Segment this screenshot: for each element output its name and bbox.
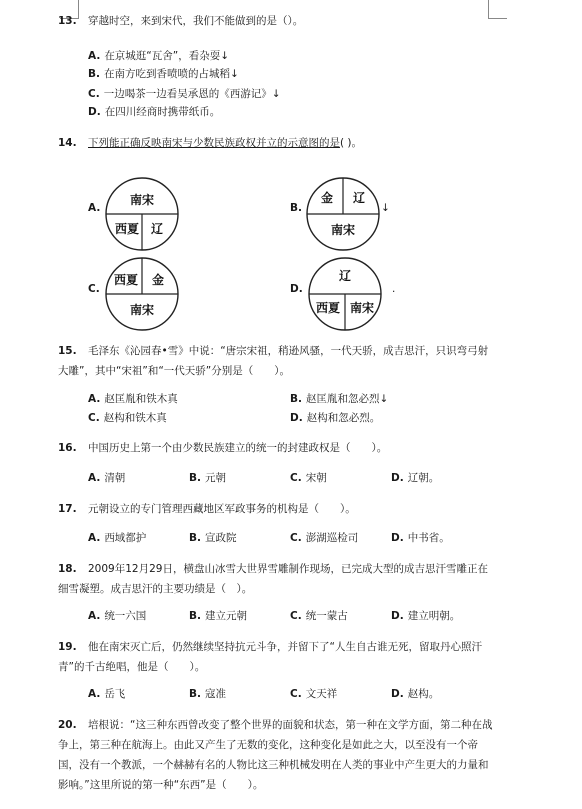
- question-18: [58, 559, 498, 599]
- question-stem: 元朝设立的专门管理西藏地区军政事务的机构是（ ）。: [88, 503, 356, 515]
- region-label: 南宋: [330, 223, 356, 237]
- question-stem: 下列能正确反映南宋与少数民族政权并立的示意图的是: [88, 137, 340, 149]
- region-label: 南宋: [349, 301, 375, 315]
- question-stem: 中国历史上第一个由少数民族建立的统一的封建政权是（ ）。: [88, 442, 388, 454]
- diagram-14-a: [104, 176, 180, 256]
- option-15-d[interactable]: D. 赵构和忽必烈。: [290, 412, 381, 424]
- region-label: 金: [151, 273, 165, 287]
- question-13: [58, 11, 498, 31]
- question-number: 17.: [58, 503, 77, 515]
- option-13-c[interactable]: C. 一边喝茶一边看吴承恩的《西游记》↓: [88, 88, 281, 100]
- region-label: 辽: [352, 191, 366, 205]
- option-13-a[interactable]: A. 在京城逛“瓦舍”，看杂耍↓: [88, 50, 229, 62]
- option-13-d[interactable]: D. 在四川经商时携带纸币。: [88, 106, 221, 118]
- region-label: 辽: [338, 269, 352, 283]
- question-20: [58, 715, 498, 795]
- option-19-c[interactable]: C. 文天祥: [290, 688, 338, 700]
- option-18-d[interactable]: D. 建立明朝。: [391, 610, 461, 622]
- question-number: 19.: [58, 641, 77, 653]
- question-stem: 他在南宋灭亡后，仍然继续坚持抗元斗争，并留下了“人生自古谁无死，留取丹心照汗青”的千古绝唱，他是（ ）。: [58, 641, 482, 673]
- question-stem: 穿越时空，来到宋代，我们不能做到的是（）。: [88, 15, 304, 27]
- question-17: [58, 499, 498, 519]
- question-15: [58, 341, 498, 381]
- option-19-d[interactable]: D. 赵构。: [391, 688, 440, 700]
- option-19-b[interactable]: B. 寇准: [189, 688, 226, 700]
- option-17-c[interactable]: C. 澎湖巡检司: [290, 532, 359, 544]
- question-16: [58, 438, 498, 458]
- region-label: 南宋: [129, 193, 155, 207]
- region-label: 西夏: [113, 273, 139, 287]
- option-14-a-label[interactable]: A.: [88, 202, 101, 214]
- question-stem: 培根说：“这三种东西曾改变了整个世界的面貌和状态，第一种在文学方面，第二种在战争上，第三种在航海上。由此又产生了无数的变化，这种变化是如此之大，以至没有一个帝国，没有一个教派，一个赫赫有名的人物比这三种机械发明在人类的事业中产生更大的力量和影响。”这里所说的第一种“东西”是（ ）。: [58, 719, 493, 791]
- option-15-b[interactable]: B. 赵匡胤和忽必烈↓: [290, 393, 389, 405]
- question-number: 14.: [58, 137, 77, 149]
- option-18-a[interactable]: A. 统一六国: [88, 610, 147, 622]
- question-number: 13.: [58, 15, 77, 27]
- question-number: 16.: [58, 442, 77, 454]
- option-16-a[interactable]: A. 清朝: [88, 472, 126, 484]
- question-number: 15.: [58, 345, 77, 357]
- question-14: 14. 下列能正确反映南宋与少数民族政权并立的示意图的是( )。: [58, 133, 498, 153]
- question-stem: 2009年12月29日，横盘山冰雪大世界雪雕制作现场，已完成大型的成吉思汗雪雕正在细雪凝塑。成吉思汗的主要功绩是（ ）。: [58, 563, 488, 595]
- option-16-d[interactable]: D. 辽朝。: [391, 472, 440, 484]
- diagram-14-b: [305, 176, 381, 256]
- option-16-b[interactable]: B. 元朝: [189, 472, 226, 484]
- region-label: 西夏: [114, 222, 140, 236]
- option-13-b[interactable]: B. 在南方吃到香喷喷的占城稻↓: [88, 68, 239, 80]
- option-15-a[interactable]: A. 赵匡胤和铁木真: [88, 393, 178, 405]
- region-label: 西夏: [315, 301, 341, 315]
- region-label: 南宋: [129, 303, 155, 317]
- question-19: [58, 637, 498, 677]
- option-16-c[interactable]: C. 宋朝: [290, 472, 327, 484]
- option-14-b-label[interactable]: B.: [290, 202, 302, 214]
- diagram-14-c: [104, 256, 180, 336]
- paragraph-mark: ↓: [381, 202, 390, 214]
- option-18-b[interactable]: B. 建立元朝: [189, 610, 247, 622]
- diagram-14-d: [307, 256, 383, 336]
- question-number: 18.: [58, 563, 77, 575]
- option-18-c[interactable]: C. 统一蒙古: [290, 610, 348, 622]
- question-stem: 毛泽东《沁园春•雪》中说：“唐宗宋祖，稍逊风骚，一代天骄，成吉思汗，只识弯弓射大雕”，其中“宋祖”和“一代天骄”分别是（ ）。: [58, 345, 489, 377]
- option-17-b[interactable]: B. 宣政院: [189, 532, 237, 544]
- option-14-c-label[interactable]: C.: [88, 283, 100, 295]
- option-15-c[interactable]: C. 赵构和铁木真: [88, 412, 167, 424]
- region-label: 金: [320, 191, 334, 205]
- paragraph-mark: .: [392, 283, 396, 295]
- option-17-a[interactable]: A. 西域都护: [88, 532, 147, 544]
- option-14-d-label[interactable]: D.: [290, 283, 303, 295]
- option-19-a[interactable]: A. 岳飞: [88, 688, 126, 700]
- region-label: 辽: [150, 222, 164, 236]
- question-number: 20.: [58, 719, 77, 731]
- option-17-d[interactable]: D. 中书省。: [391, 532, 450, 544]
